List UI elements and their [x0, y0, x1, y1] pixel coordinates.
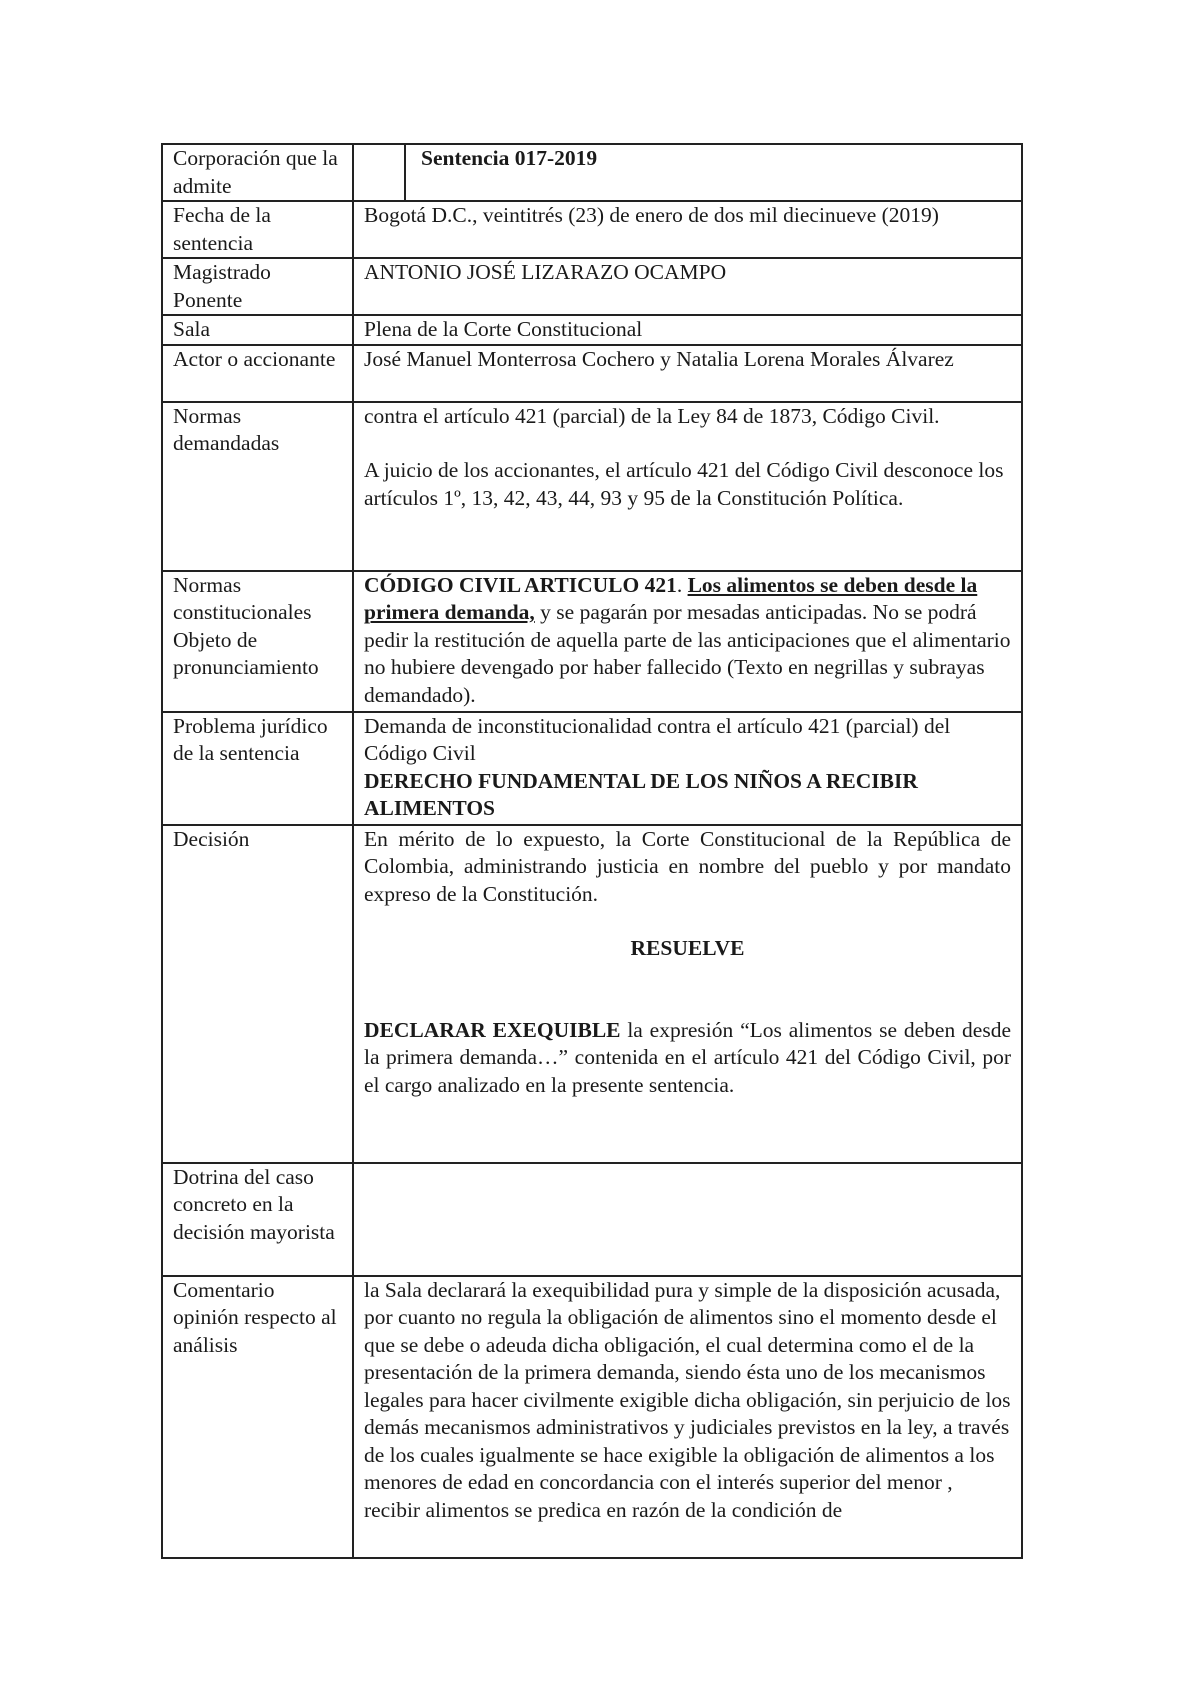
value-actor: José Manuel Monterrosa Cochero y Natalia Lorena Morales Álvarez [353, 345, 1022, 402]
label-dotrina: Dotrina del caso concreto en la decisión mayorista [162, 1163, 353, 1276]
label-actor: Actor o accionante [162, 345, 353, 402]
value-sala: Plena de la Corte Constitucional [353, 315, 1022, 345]
label-corporacion: Corporación que la admite [162, 144, 353, 201]
normas-demandadas-p1: contra el artículo 421 (parcial) de la Ley 84 de 1873, Código Civil. [363, 403, 940, 428]
resuelve-heading: RESUELVE [630, 936, 745, 960]
demanded-text: Los alimentos se deben desde la primera demanda, [363, 572, 978, 624]
table-row [162, 144, 1022, 201]
table-row [162, 402, 1022, 571]
value-normas-constitucionales: CÓDIGO CIVIL ARTICULO 421. Los alimentos se deben desde la primera demanda, y se pagarán por mesadas anticipadas. No se podrá pedir la restitución de aquella parte de las anticipaciones que el alimentario no hubiere devengado por haber fallecido (Texto en negrillas y subrayas demandado). [353, 571, 1022, 712]
table-row [162, 825, 1022, 1163]
value-magistrado: ANTONIO JOSÉ LIZARAZO OCAMPO [353, 258, 1022, 315]
table-row [162, 1163, 1022, 1276]
label-normas-constitucionales: Normas constitucionales Objeto de pronunciamiento [162, 571, 353, 712]
sentence-summary-table [161, 143, 1023, 1559]
table-row [162, 201, 1022, 258]
problema-p1: Demanda de inconstitucionalidad contra el artículo 421 (parcial) del Código Civil [363, 713, 951, 765]
decision-p2: DECLARAR EXEQUIBLE la expresión “Los alimentos se deben desde la primera demanda…” contenida en el artículo 421 del Código Civil, por el cargo analizado en la presente sentencia. [363, 1017, 1011, 1097]
sentence-title: Sentencia 017-2019 [420, 146, 598, 170]
table-row [162, 315, 1022, 345]
label-decision: Decisión [162, 825, 353, 1163]
label-fecha: Fecha de la sentencia [162, 201, 353, 258]
table-row [162, 258, 1022, 315]
article-heading: CÓDIGO CIVIL ARTICULO 421 [363, 572, 677, 597]
label-magistrado: Magistrado Ponente [162, 258, 353, 315]
table-row [162, 1276, 1022, 1558]
table-row [162, 345, 1022, 402]
label-comentario: Comentario opinión respecto al análisis [162, 1276, 353, 1558]
label-sala: Sala [162, 315, 353, 345]
value-dotrina [353, 1163, 1022, 1276]
value-fecha: Bogotá D.C., veintitrés (23) de enero de dos mil diecinueve (2019) [353, 201, 1022, 258]
label-problema: Problema jurídico de la sentencia [162, 712, 353, 825]
table-row [162, 712, 1022, 825]
value-comentario: la Sala declarará la exequibilidad pura y simple de la disposición acusada, por cuanto no regula la obligación de alimentos sino el momento desde el que se debe o adeuda dicha obligación, el cual determina como el de la presentación de la primera demanda, siendo ésta uno de los mecanismos legales para hacer civilmente exigible dicha obligación, sin perjuicio de los demás mecanismos administrativos y judiciales previstos en la ley, a través de los cuales igualmente se hace exigible la obligación de alimentos a los menores de edad en concordancia con el interés superior del menor , recibir alimentos se predica en razón de la condición de [353, 1276, 1022, 1558]
table-row [162, 571, 1022, 712]
decision-p1: En mérito de lo expuesto, la Corte Constitucional de la República de Colombia, administrando justicia en nombre del pueblo y por mandato expreso de la Constitución. [363, 826, 1011, 906]
label-normas-demandadas: Normas demandadas [162, 402, 353, 571]
normas-demandadas-p2: A juicio de los accionantes, el artículo 421 del Código Civil desconoce los artículos 1º, 13, 42, 43, 44, 93 y 95 de la Constitución Política. [363, 458, 1004, 510]
problema-p2: DERECHO FUNDAMENTAL DE LOS NIÑOS A RECIBIR ALIMENTOS [363, 768, 918, 820]
